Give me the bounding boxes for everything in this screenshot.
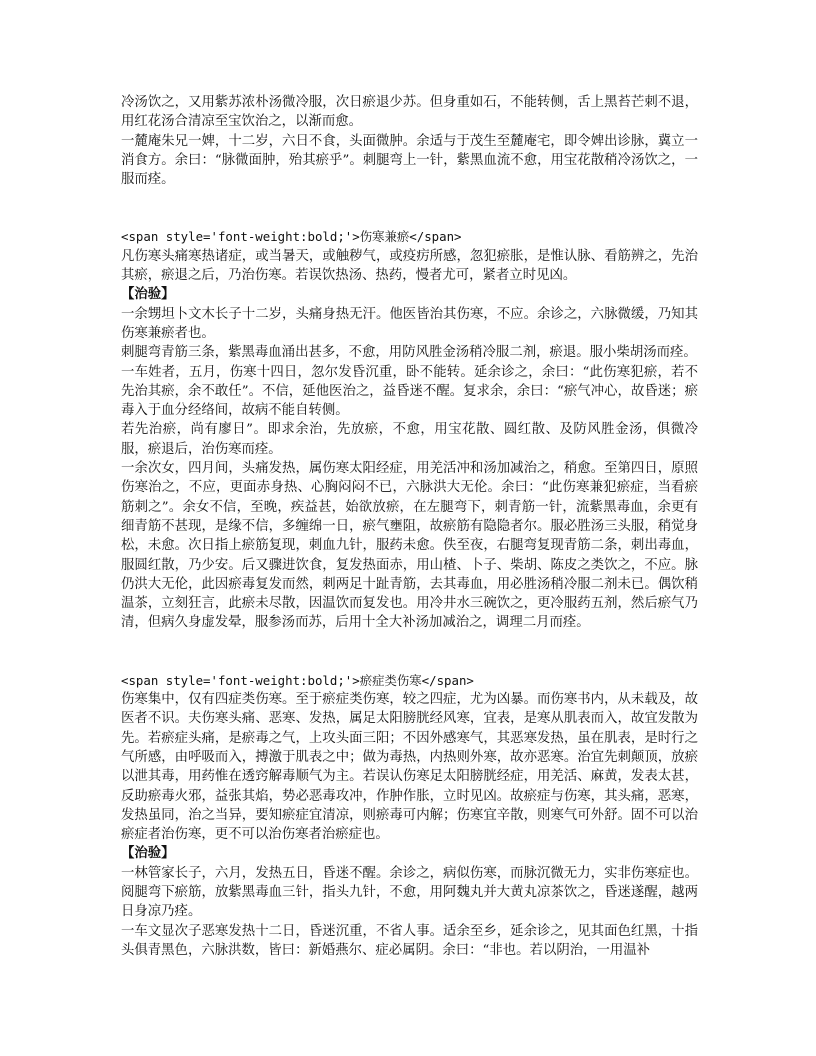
case-paragraph: 一林管家长子，六月，发热五日，昏迷不醒。余诊之，病似伤寒，而脉沉微无力，实非伤寒症也。阅腿弯下瘀筋，放紫黑毒血三针，指头九针，不愈，用阿魏丸并大黄丸凉茶饮之，昏迷遂醒，越两日身凉乃痊。 xyxy=(121,865,698,920)
case-paragraph: 刺腿弯青筋三条，紫黑毒血涌出甚多，不愈，用防风胜金汤稍冷服二剂，瘀退。服小柴胡汤而痊。 xyxy=(121,345,697,361)
case-paragraph: 一车姓者，五月，伤寒十四日，忽尔发昏沉重，卧不能转。延余诊之，余曰：“此伤寒犯瘀，若不先治其瘀，余不敢任”。不信，延他医治之，益昏迷不醒。复求余，余曰：“瘀气冲心，故昏迷；瘀毒入于血分经络间，故病不能自转侧。 xyxy=(121,364,698,419)
section-intro: 伤寒集中，仅有四症类伤寒。至于瘀症类伤寒，较之四症，尤为凶暴。而伤寒书内，从未载及，故医者不识。夫伤寒头痛、恶寒、发热，属足太阳膀胱经风寒，宜表，是寒从肌表而入，故宜发散为先。若瘀症头痛，是瘀毒之气，上攻头面三阳；不因外感寒气，其恶寒发热，虽在肌表，是时行之气所感，由呼吸而入，搏激于肌表之中；做为毒热，内热则外寒，故亦恶寒。治宜先刺颠顶，放瘀以泄其毒，用药惟在透窍解毒顺气为主。若误认伤寒足太阳膀胱经症，用羌活、麻黄，发表太甚，反助瘀毒火邪，益张其焰，势必恶毒攻冲，作肿作胀，立时见凶。故瘀症与伤寒，其头痛，恶寒，发热虽同，治之当异，要知瘀症宜清凉，则瘀毒可内解；伤寒宜辛散，则寒气可外舒。固不可以治瘀症者治伤寒，更不可以治伤寒者治瘀症也。 xyxy=(121,692,698,843)
section-gap xyxy=(121,633,698,671)
section-gap xyxy=(121,189,698,227)
case-paragraph: 若先治瘀，尚有廖日”。即求余治，先放瘀，不愈，用宝花散、圆红散、及防风胜金汤，俱微冷服，瘀退后，治伤寒而痊。 xyxy=(121,422,698,457)
document-page xyxy=(121,93,698,960)
section-intro: 凡伤寒头痛寒热诸症，或当暑天，或触秽气，或疫疠所感，忽犯瘀胀，是惟认脉、看筋辨之，先治其瘀，瘀退之后，乃治伤寒。若误饮热汤、热药，慢者尤可，紧者立时见凶。 xyxy=(121,248,698,284)
case-paragraph: 一余甥坦卜文木长子十二岁，头痛身热无汗。他医皆治其伤寒，不应。余诊之，六脉微缓，乃知其伤寒兼瘀者也。 xyxy=(121,306,698,341)
case-tag: 【治验】 xyxy=(121,286,175,303)
paragraph-case-zhu: 一麓庵朱兄一婢，十二岁，六日不食，头面微肿。余适与于茂生至麓庵宅，即令婢出诊脉，冀立一消食方。余曰：“脉微面肿，殆其瘀乎”。刺腿弯上一针，紫黑血流不愈，用宝花散稍冷汤饮之，一服而痊。 xyxy=(121,133,698,188)
case-paragraph: 一余次女，四月间，头痛发热，属伤寒太阳经症，用羌活冲和汤加减治之，稍愈。至第四日，原照伤寒治之，不应，更面赤身热、心胸闷闷不已，六脉洪大无伦。余曰：“此伤寒兼犯瘀症，当看瘀筋刺之”。余女不信，至晚，疾益甚，始欲放瘀，在左腿弯下，刺青筋一针，流紫黑毒血，余更有细青筋不甚现，是缘不信，多缠绵一日，瘀气壅阻，故瘀筋有隐隐者尔。服必胜汤三头服，稍觉身松，未愈。次日指上瘀筋复现，刺血九针，服药未愈。佚至夜，右腿弯复现青筋二条，刺出毒血，服圆红散，乃少安。后又骤进饮食，复发热面赤，用山楂、卜子、柴胡、陈皮之类饮之，不应。脉仍洪大无伦，此因瘀毒复发而然，刺两足十趾青筋，去其毒血，用必胜汤稍冷服二剂未已。偶饮稍温茶，立刻狂言，此瘀未尽散，因温饮而复发也。用冷井水三碗饮之，更冷服药五剂，然后瘀气乃清，但病久身虚发晕，服参汤而苏，后用十全大补汤加减治之，调理二月而痊。 xyxy=(121,461,698,631)
case-tag: 【治验】 xyxy=(121,845,175,862)
paragraph-continuation: 冷汤饮之，又用紫苏浓朴汤微冷服，次日瘀退少苏。但身重如石，不能转侧，舌上黑苔芒刺不退，用红花汤合清凉至宝饮治之，以渐而愈。 xyxy=(121,95,698,130)
section-heading-zhangzheng-lei-shanghan: <span style='font-weight:bold;'>瘀症类伤寒</span> xyxy=(121,672,474,688)
section-heading-shanghan-jianzhang: <span style='font-weight:bold;'>伤寒兼瘀</span> xyxy=(121,229,462,245)
case-paragraph: 一车文显次子恶寒发热十二日，昏迷沉重，不省人事。适余至乡，延余诊之，见其面色红黑，十指头俱青黑色，六脉洪数，皆曰：新婚燕尔、症必属阴。余曰：“非也。若以阴治，一用温补 xyxy=(121,923,698,958)
